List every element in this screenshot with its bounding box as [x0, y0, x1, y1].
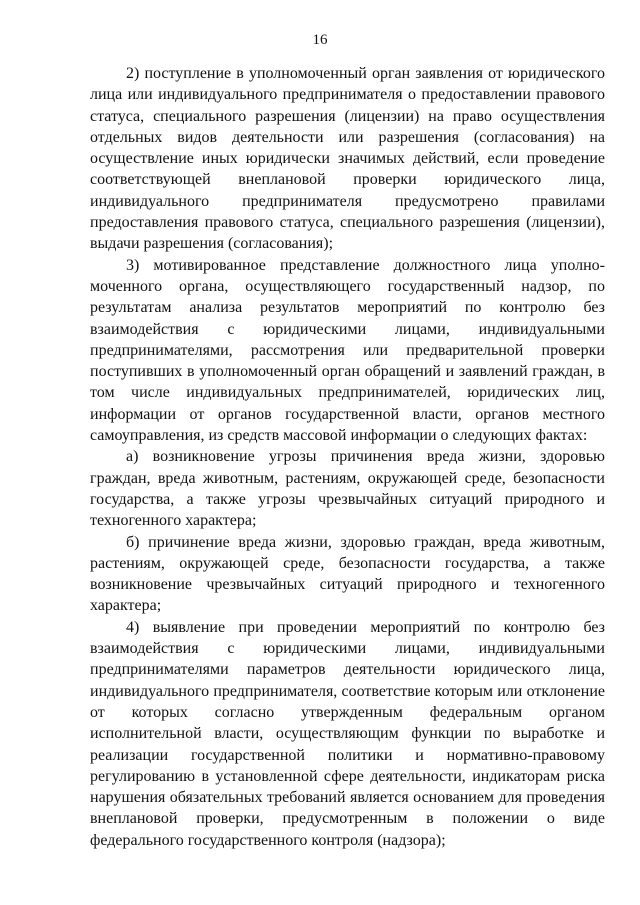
paragraph-item-4: 4) выявление при проведении мероприятий по контролю без взаимодействия с юридическими лицами, индивидуальными предпринимателями параметров деятельности юридического лица, индивидуального предпринимателя, соответствие которым или отклонение от которых согласно утвержденным федеральным органом исполнительной власти, осуществляющим функции по выработке и реализации государственной политики и нормативно-правовому регулированию в установленной сфере деятельности, индикаторам риска нарушения обязательных требований является основанием для проведения внеплановой проверки, предусмотренным в положении о виде федерального государственного контроля (надзора); [90, 618, 605, 849]
paragraph-subitem-a: а) возникновение угрозы причинения вреда жизни, здоровью граждан, вреда животным, растениям, окружающей среде, безопасности государства, а также угрозы чрезвычайных ситуаций природного и техногенного характера; [90, 448, 605, 530]
document-body [90, 63, 605, 851]
paragraph-subitem-b: б) причинение вреда жизни, здоровью граждан, вреда животным, растениям, окружающей среде, безопасности государства, а также возникновение чрезвычайных ситуаций природного и техногенного характера; [90, 533, 605, 615]
paragraph-item-2: 2) поступление в уполномоченный орган заявления от юридического лица или индивидуального предпринимателя о предоставлении правового статуса, специального разрешения (лицензии) на право осуществления отдельных видов деятельности или разрешения (согласования) на осуществление иных юридически значимых действий, если проведение соответствующей внеплановой проверки юридического лица, индивидуального предпринимателя предусмотрено правилами предоставления правового статуса, специального разрешения (лицензии), выдачи разрешения (согласования); [90, 65, 605, 253]
paragraph-item-3: 3) мотивированное представление должностного лица уполномоченного органа, осуществляющего государственный надзор, по результатам анализа результатов мероприятий по контролю без взаимодействия с юридическими лицами, индивидуальными предпринимателями, рассмотрения или предварительной проверки поступивших в уполномоченный орган обращений и заявлений граждан, в том числе индивидуальных предпринимателей, юридических лиц, информации от органов государственной власти, органов местного самоуправления, из средств массовой информации о следующих фактах: [90, 256, 605, 445]
page-number: 16 [312, 32, 328, 48]
